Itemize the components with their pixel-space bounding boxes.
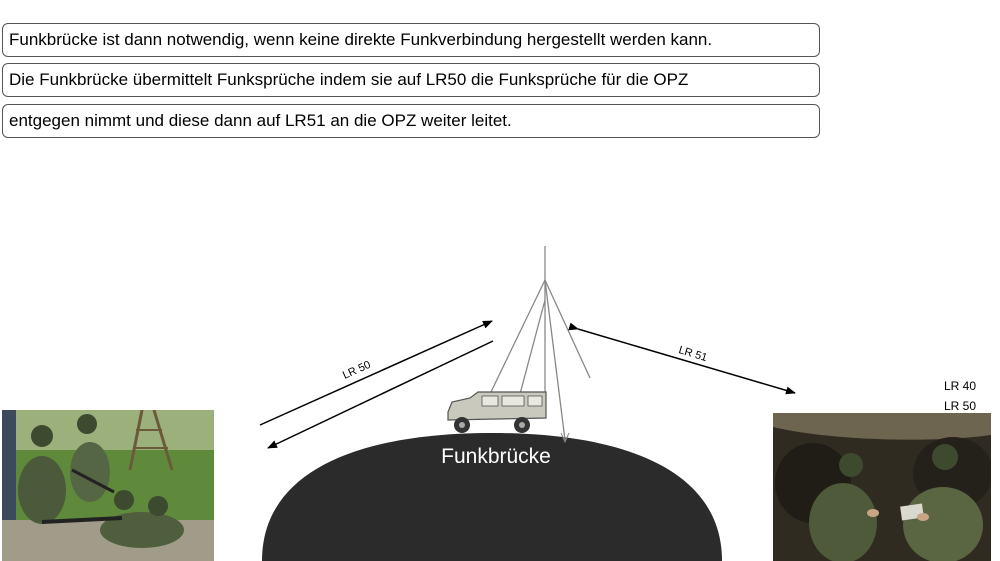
soldiers-field-photo [2,410,214,561]
lr51-double-arrow [578,329,795,393]
info-text-line-1: Funkbrücke ist dann notwendig, wenn keine direkte Funkverbindung hergestellt werden kann. [2,23,820,57]
radio-vehicle [448,392,546,433]
info-text-line-2: Die Funkbrücke übermittelt Funksprüche indem sie auf LR50 die Funksprüche für die OPZ [2,63,820,97]
relay-label: Funkbrücke [441,445,551,468]
opz-frequency-2: LR 50 [944,399,977,413]
lr50-label: LR 50 [340,358,373,382]
opz-command-post-photo [773,413,991,561]
lr51-label: LR 51 [677,344,709,365]
opz-frequency-1: LR 40 [944,379,977,393]
info-text-line-3: entgegen nimmt und diese dann auf LR51 an die OPZ weiter leitet. [2,104,820,138]
